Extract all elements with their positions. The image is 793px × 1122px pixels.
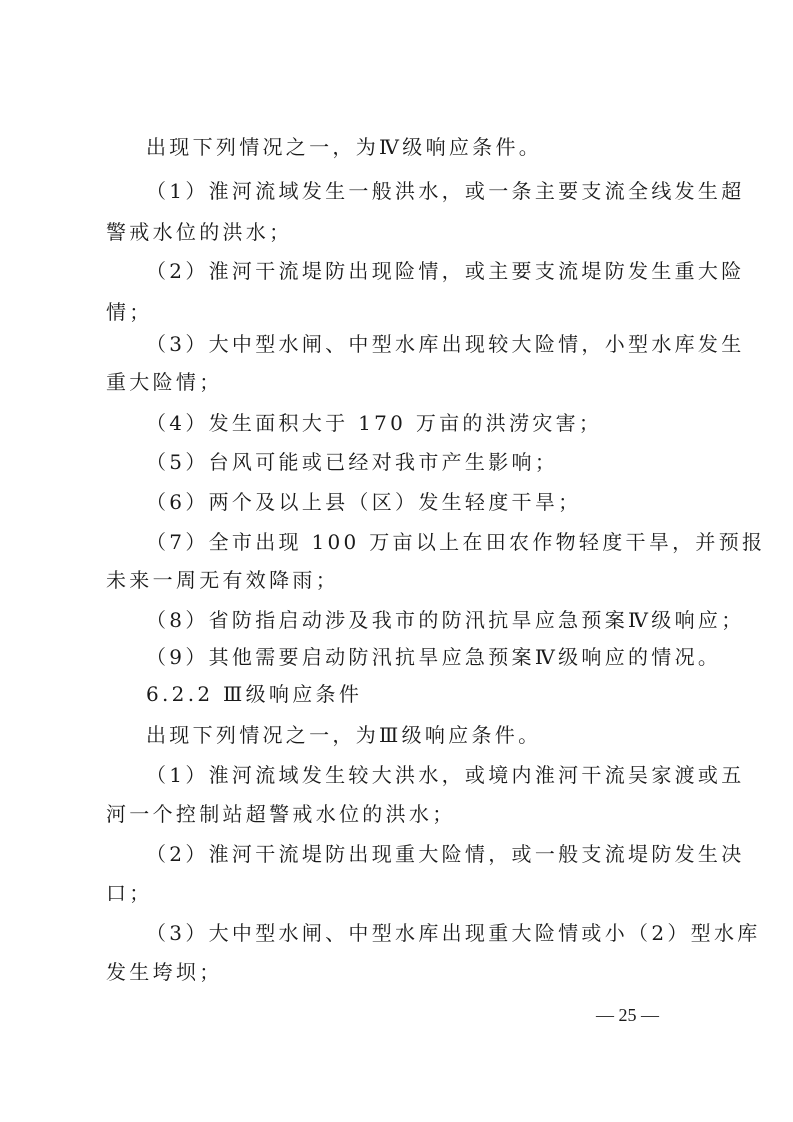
paragraph-line: 警戒水位的洪水； <box>106 220 293 244</box>
paragraph-line: 出现下列情况之一，为Ⅳ级响应条件。 <box>146 135 543 159</box>
paragraph-line: （2）淮河干流堤防出现险情，或主要支流堤防发生重大险 <box>146 259 745 283</box>
paragraph-line: 出现下列情况之一，为Ⅲ级响应条件。 <box>146 723 542 747</box>
paragraph-line: （5）台风可能或已经对我市产生影响； <box>146 450 559 474</box>
section-heading: 6.2.2 Ⅲ级响应条件 <box>146 682 363 706</box>
paragraph-line: 重大险情； <box>106 370 223 394</box>
paragraph-line: （1）淮河流域发生一般洪水，或一条主要支流全线发生超 <box>146 179 745 203</box>
paragraph-line: 未来一周无有效降雨； <box>106 568 339 592</box>
paragraph-line: （9）其他需要启动防汛抗旱应急预案Ⅳ级响应的情况。 <box>146 645 722 669</box>
page-number: — 25 — <box>596 1005 659 1025</box>
paragraph-line: （1）淮河流域发生较大洪水，或境内淮河干流吴家渡或五 <box>146 763 745 787</box>
paragraph-line: 口； <box>106 881 153 905</box>
paragraph-line: （2）淮河干流堤防出现重大险情，或一般支流堤防发生决 <box>146 842 745 866</box>
paragraph-line: （6）两个及以上县（区）发生轻度干旱； <box>146 490 582 514</box>
paragraph-line: （3）大中型水闸、中型水库出现较大险情，小型水库发生 <box>146 332 745 356</box>
paragraph-line: （7）全市出现 100 万亩以上在田农作物轻度干旱，并预报 <box>146 530 766 554</box>
paragraph-line: 河一个控制站超警戒水位的洪水； <box>106 802 456 826</box>
paragraph-line: （3）大中型水闸、中型水库出现重大险情或小（2）型水库 <box>146 921 761 945</box>
paragraph-line: 情； <box>106 300 153 324</box>
paragraph-line: 发生垮坝； <box>106 960 223 984</box>
paragraph-line: （4）发生面积大于 170 万亩的洪涝灾害； <box>146 411 603 435</box>
paragraph-line: （8）省防指启动涉及我市的防汛抗旱应急预案Ⅳ级响应； <box>146 608 745 632</box>
